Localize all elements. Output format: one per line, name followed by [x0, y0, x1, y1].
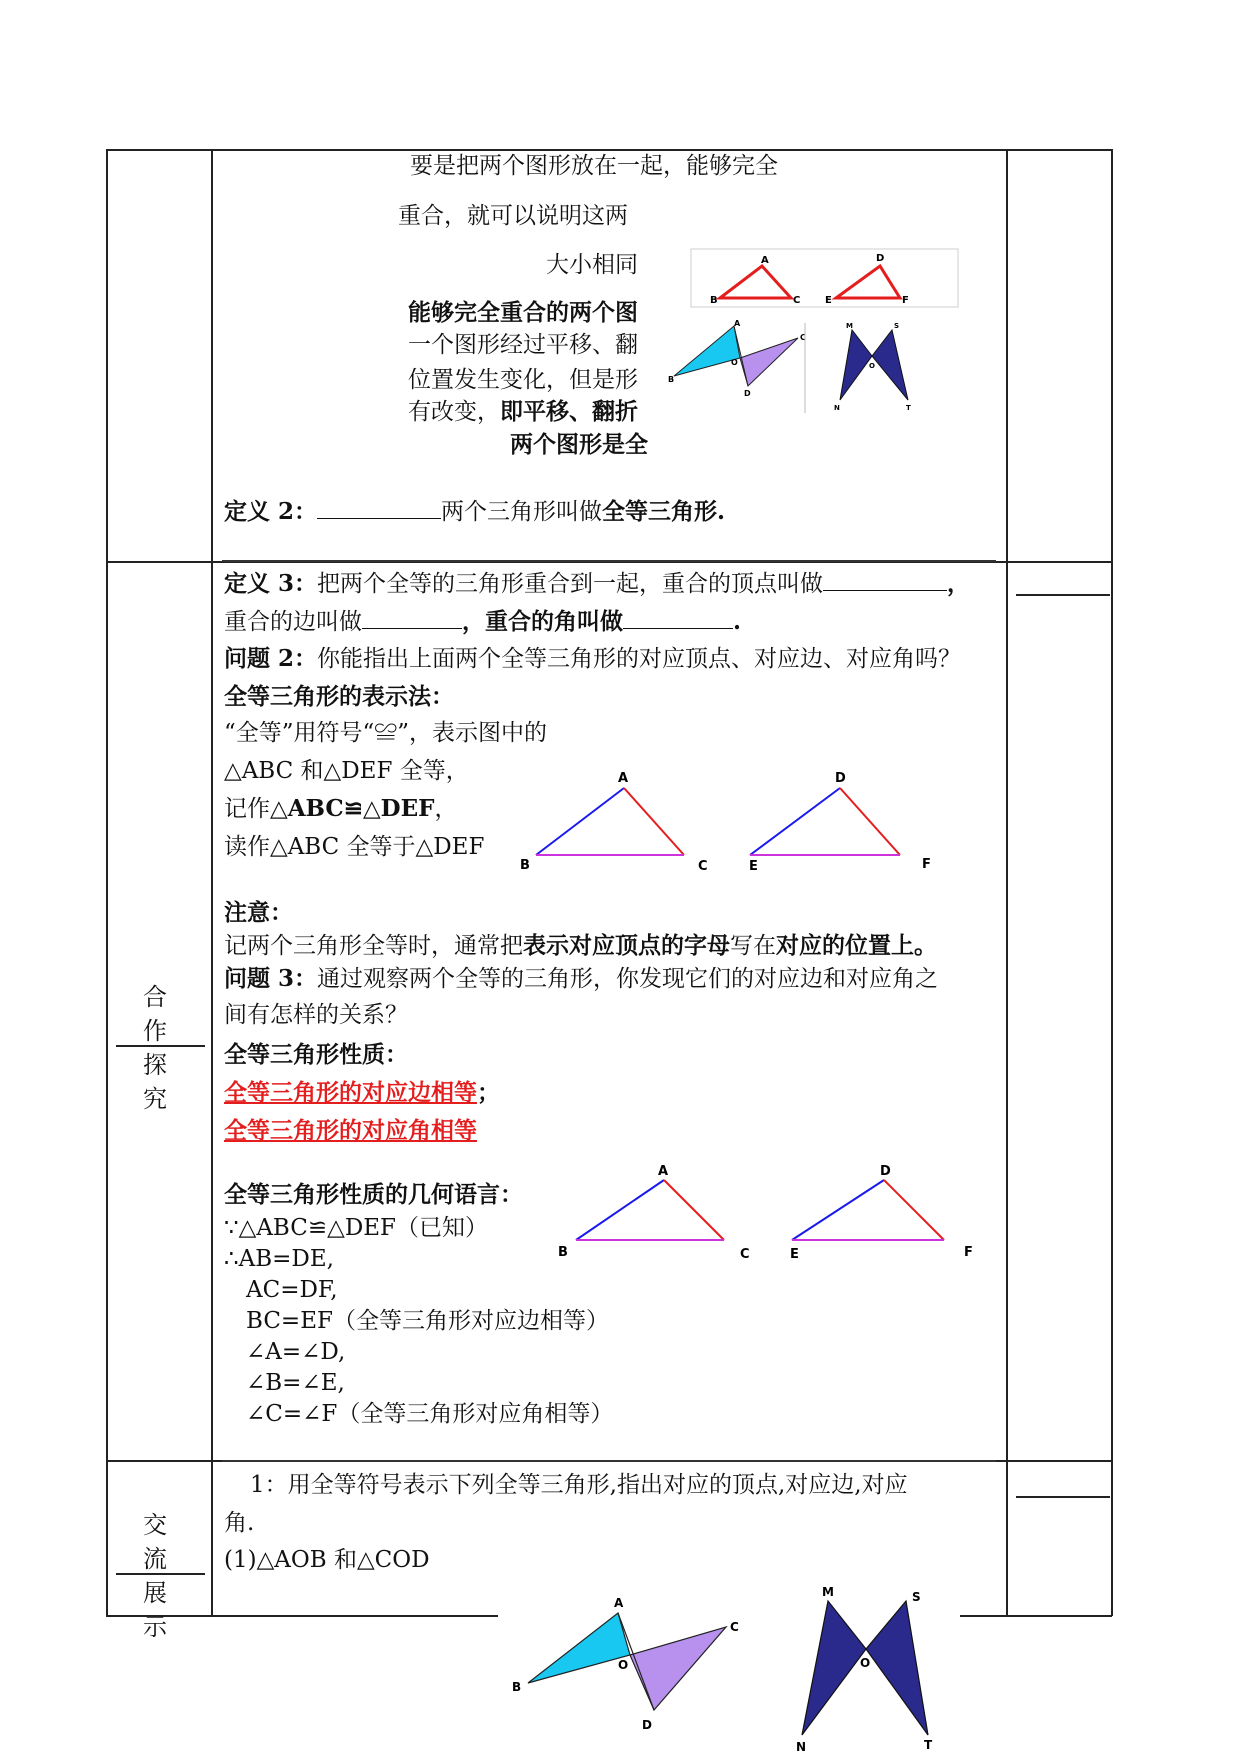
notation-line-3c: ， [434, 796, 458, 822]
property-2: 全等三角形的对应角相等 [224, 1117, 477, 1144]
label-M-tiny: M [846, 322, 853, 330]
note-blank-right-1 [1016, 594, 1110, 596]
table-bottom-border-right [960, 1615, 1112, 1617]
definition-2-bold: 全等三角形. [602, 498, 726, 525]
question-3-text: 通过观察两个全等的三角形，你发现它们的对应边和对应角之 [317, 966, 939, 992]
question-2-text: 你能指出上面两个全等三角形的对应顶点、对应边、对应角吗？ [317, 646, 962, 672]
exercise-1-line-2: 角. [224, 1510, 255, 1536]
label-T-3: T [924, 1738, 933, 1752]
notation-line-2: △ABC 和△DEF 全等， [224, 758, 469, 784]
note-blank-right-2 [1016, 1496, 1110, 1498]
label-D-tiny: D [744, 389, 751, 398]
label-N-3: N [796, 1740, 807, 1754]
note-text [224, 931, 937, 961]
label-B-1: B [520, 858, 530, 873]
label-O-tiny: O [731, 358, 738, 367]
label-O-3: O [618, 1658, 629, 1672]
label-C-3: C [730, 1620, 739, 1634]
row1-line4: 能够完全重合的两个图 [408, 299, 638, 326]
definition-3-line2: 重合的边叫做 ，重合的角叫做 . [224, 608, 742, 635]
small-shapes-figure [668, 318, 928, 418]
definition-2-blank [317, 496, 441, 519]
row1-line7-a: 有改变， [408, 399, 500, 425]
table-right-border [1111, 149, 1113, 1616]
label-T-tiny: T [906, 404, 911, 412]
label-N-tiny: N [834, 404, 840, 412]
congruent-triangles-figure-2 [548, 1160, 988, 1270]
label-S-3: S [912, 1590, 921, 1604]
table-col-divider-1 [211, 149, 213, 1616]
geo-line-5: ∠A=∠D, [246, 1339, 346, 1365]
label-A-1: A [618, 771, 629, 786]
property-title: 全等三角形性质： [224, 1041, 408, 1068]
definition-3-label: 定义 3： [224, 570, 318, 597]
row1-line7-b: 即平移、翻折 [500, 398, 638, 425]
row1-line3: 大小相同 [546, 252, 638, 278]
label-E-1: E [749, 859, 758, 874]
definition-2-label: 定义 2： [224, 498, 318, 525]
label-E-small: E [825, 295, 832, 306]
section-underline-2 [222, 1460, 996, 1462]
label-F-2: F [964, 1245, 973, 1260]
note-text-c: 写在 [730, 933, 776, 959]
definition-3: 定义 3：把两个全等的三角形重合到一起，重合的顶点叫做 ， [224, 570, 971, 597]
congruent-triangles-figure-1 [510, 770, 940, 880]
exercise-1-line-3: (1)△AOB 和△COD [224, 1547, 430, 1573]
exercise-1-line-1: 1：用全等符号表示下列全等三角形,指出对应的顶点,对应边,对应 [250, 1472, 908, 1498]
property-1: 全等三角形的对应边相等 [224, 1079, 477, 1106]
notation-line-3b: △ABC≌△DEF [270, 795, 435, 822]
definition-3-blank-2 [362, 606, 462, 629]
notation-line-4: 读作△ABC 全等于△DEF [224, 834, 485, 860]
label-A-2: A [658, 1164, 669, 1179]
side-label-exchange-1: 交 流 [143, 1511, 183, 1573]
note-text-d: 对应的位置上。 [776, 932, 937, 959]
question-2-label: 问题 2： [224, 645, 318, 672]
label-B-tiny: B [668, 375, 675, 384]
table-col-divider-2 [1006, 149, 1008, 1616]
label-D-3: D [642, 1718, 652, 1732]
notation-line-1: “全等”用符号“≌”，表示图中的 [224, 720, 548, 746]
label-D-small: D [876, 253, 885, 264]
table-left-border [106, 149, 108, 1616]
row1-line7 [408, 397, 638, 427]
small-triangles-figure [690, 248, 960, 310]
label-F-1: F [922, 857, 931, 872]
geo-line-4: BC=EF（全等三角形对应边相等） [246, 1308, 609, 1334]
label-S-tiny: S [894, 322, 900, 330]
property-line-1 [224, 1078, 500, 1108]
row1-line2: 重合，就可以说明这两 [398, 203, 628, 229]
row1-line8: 两个图形是全 [510, 431, 648, 458]
definition-3-text: 把两个全等的三角形重合到一起，重合的顶点叫做 [317, 571, 824, 597]
question-3-label: 问题 3： [224, 965, 318, 992]
label-C-small: C [793, 295, 801, 306]
side-label-cooperate-1: 合 作 [143, 983, 183, 1045]
note-text-a: 记两个三角形全等时，通常把 [224, 933, 523, 959]
side-label-cooperate-2: 探 究 [143, 1051, 183, 1113]
section-underline-1 [222, 560, 996, 562]
definition-3-blank-3 [623, 606, 733, 629]
definition-3-blank-1 [823, 568, 947, 591]
label-M-3: M [822, 1585, 834, 1599]
property-1-tail: ； [477, 1079, 500, 1106]
label-O-tiny-2: O [869, 362, 875, 370]
question-3-line2: 间有怎样的关系？ [224, 1002, 408, 1028]
definition-3-line2-b: ，重合的角叫做 [462, 608, 623, 635]
geo-line-1: ∵△ABC≌△DEF（已知） [224, 1215, 489, 1241]
notation-title: 全等三角形的表示法： [224, 683, 454, 710]
side-label-exchange [118, 1508, 208, 1644]
exercise-figure [500, 1565, 980, 1755]
label-B-2: B [558, 1245, 568, 1260]
note-text-b: 表示对应顶点的字母 [523, 932, 730, 959]
notation-line-3 [224, 794, 457, 824]
row1-line6: 位置发生变化，但是形 [408, 367, 638, 393]
notation-line-3a: 记作 [224, 796, 270, 822]
geo-language-title: 全等三角形性质的几何语言： [224, 1181, 523, 1208]
side-label-exchange-2: 展 示 [143, 1579, 183, 1641]
label-D-1: D [835, 771, 846, 786]
label-C-1: C [698, 859, 708, 874]
label-C-tiny: C [800, 333, 806, 342]
label-A-tiny: A [734, 319, 741, 328]
label-B-3: B [512, 1680, 522, 1694]
question-3 [224, 964, 938, 994]
row1-line1: 要是把两个图形放在一起，能够完全 [410, 153, 778, 179]
label-C-2: C [740, 1247, 750, 1262]
label-O-4: O [860, 1656, 871, 1670]
side-label-cooperate [118, 980, 208, 1116]
label-A-3: A [614, 1596, 624, 1610]
definition-3-line2-a: 重合的边叫做 [224, 609, 362, 635]
geo-line-3: AC=DF, [246, 1277, 338, 1303]
label-E-2: E [790, 1247, 799, 1262]
question-2 [224, 644, 961, 674]
label-D-2: D [880, 1164, 891, 1179]
note-title: 注意： [224, 899, 293, 926]
definition-2-text: 两个三角形叫做 [441, 499, 603, 525]
label-F-small: F [902, 295, 909, 306]
definition-2 [224, 496, 725, 527]
geo-line-2: ∴AB=DE, [224, 1246, 334, 1272]
row1-line5: 一个图形经过平移、翻 [408, 332, 638, 358]
geo-line-7: ∠C=∠F（全等三角形对应角相等） [246, 1401, 614, 1427]
geo-line-6: ∠B=∠E, [246, 1370, 345, 1396]
label-A-small: A [761, 255, 769, 266]
label-B-small: B [710, 295, 718, 306]
